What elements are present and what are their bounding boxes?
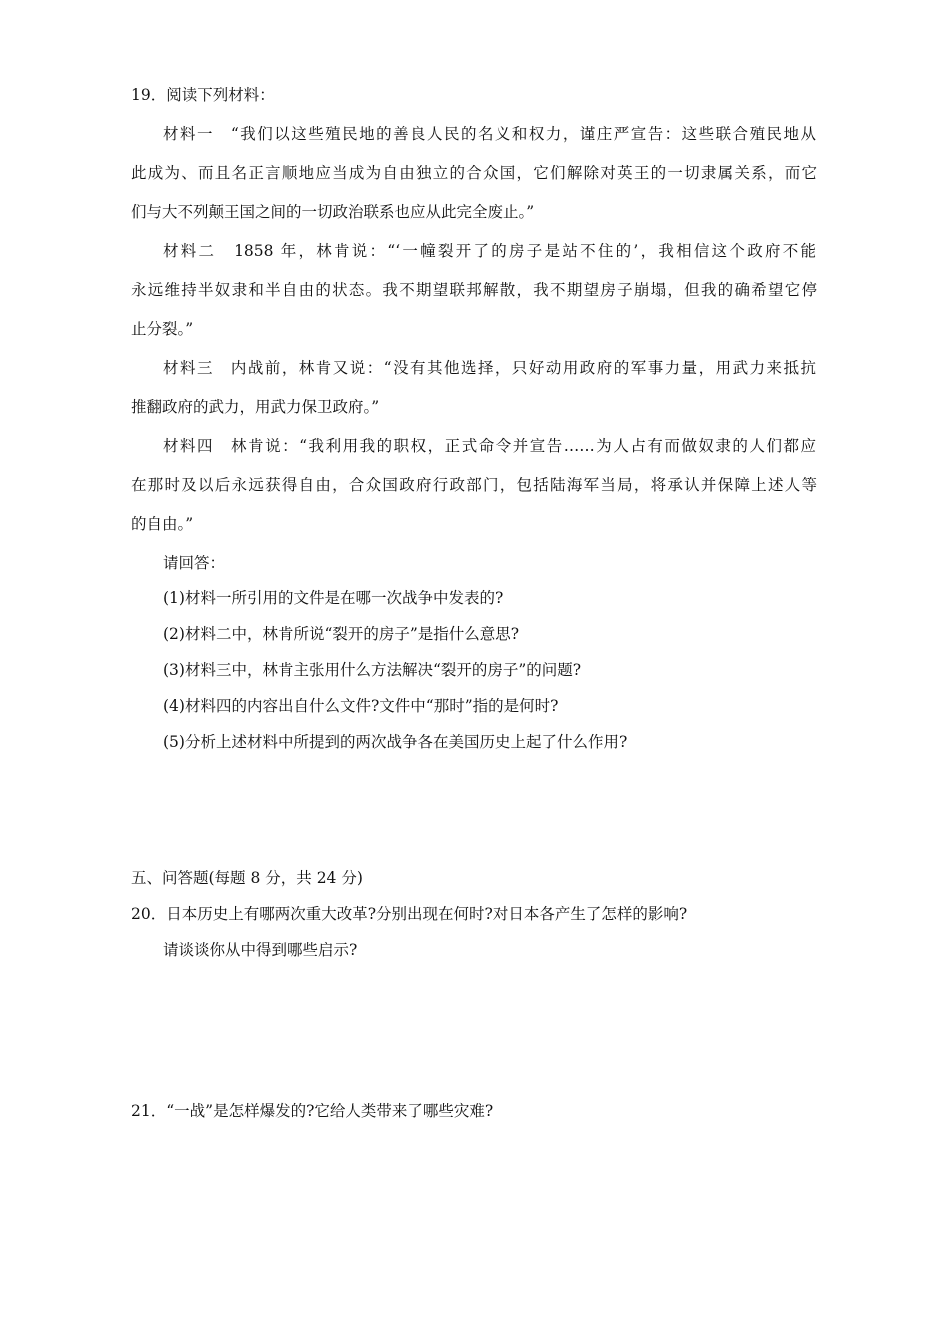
material-2-line-1: 材料二 1858 年，林肯说：“‘一幢裂开了的房子是站不住的’，我相信这个政府不能 [163,242,816,260]
q19-sub-question-4: (4)材料四的内容出自什么文件?文件中“那时”指的是何时? [163,697,559,715]
material-3-line-2: 推翻政府的武力，用武力保卫政府。” [131,398,380,416]
material-2-line-2: 永远维持半奴隶和半自由的状态。我不期望联邦解散，我不期望房子崩塌，但我的确希望它停 [131,281,817,299]
material-4-line-2: 在那时及以后永远获得自由，合众国政府行政部门，包括陆海军当局，将承认并保障上述人等 [131,476,817,494]
q19-sub-question-2: (2)材料二中，林肯所说“裂开的房子”是指什么意思? [163,625,520,643]
q19-heading: 19．阅读下列材料： [131,86,275,104]
answer-prompt: 请回答： [163,554,226,572]
material-1-line-2: 此成为、而且名正言顺地应当成为自由独立的合众国，它们解除对英王的一切隶属关系，而它 [131,164,817,182]
q19-sub-question-5: (5)分析上述材料中所提到的两次战争各在美国历史上起了什么作用? [163,733,628,751]
q21-line-1: 21．“一战”是怎样爆发的?它给人类带来了哪些灾难? [131,1102,494,1120]
q20-line-2: 请谈谈你从中得到哪些启示? [163,941,358,959]
material-4-line-3: 的自由。” [131,515,194,533]
material-2-line-3: 止分裂。” [131,320,194,338]
material-1-line-1: 材料一 “我们以这些殖民地的善良人民的名义和权力，谨庄严宣告：这些联合殖民地从 [163,125,816,143]
material-1-line-3: 们与大不列颠王国之间的一切政治联系也应从此完全废止。” [131,203,535,221]
q19-sub-question-3: (3)材料三中，林肯主张用什么方法解决“裂开的房子”的问题? [163,661,582,679]
q20-line-1: 20．日本历史上有哪两次重大改革?分别出现在何时?对日本各产生了怎样的影响? [131,905,688,923]
q19-sub-question-1: (1)材料一所引用的文件是在哪一次战争中发表的? [163,589,504,607]
section-5-heading: 五、问答题(每题 8 分，共 24 分) [131,869,363,887]
material-3-line-1: 材料三 内战前，林肯又说：“没有其他选择，只好动用政府的军事力量，用武力来抵抗 [163,359,816,377]
material-4-line-1: 材料四 林肯说：“我利用我的职权，正式命令并宣告……为人占有而做奴隶的人们都应 [163,437,816,455]
